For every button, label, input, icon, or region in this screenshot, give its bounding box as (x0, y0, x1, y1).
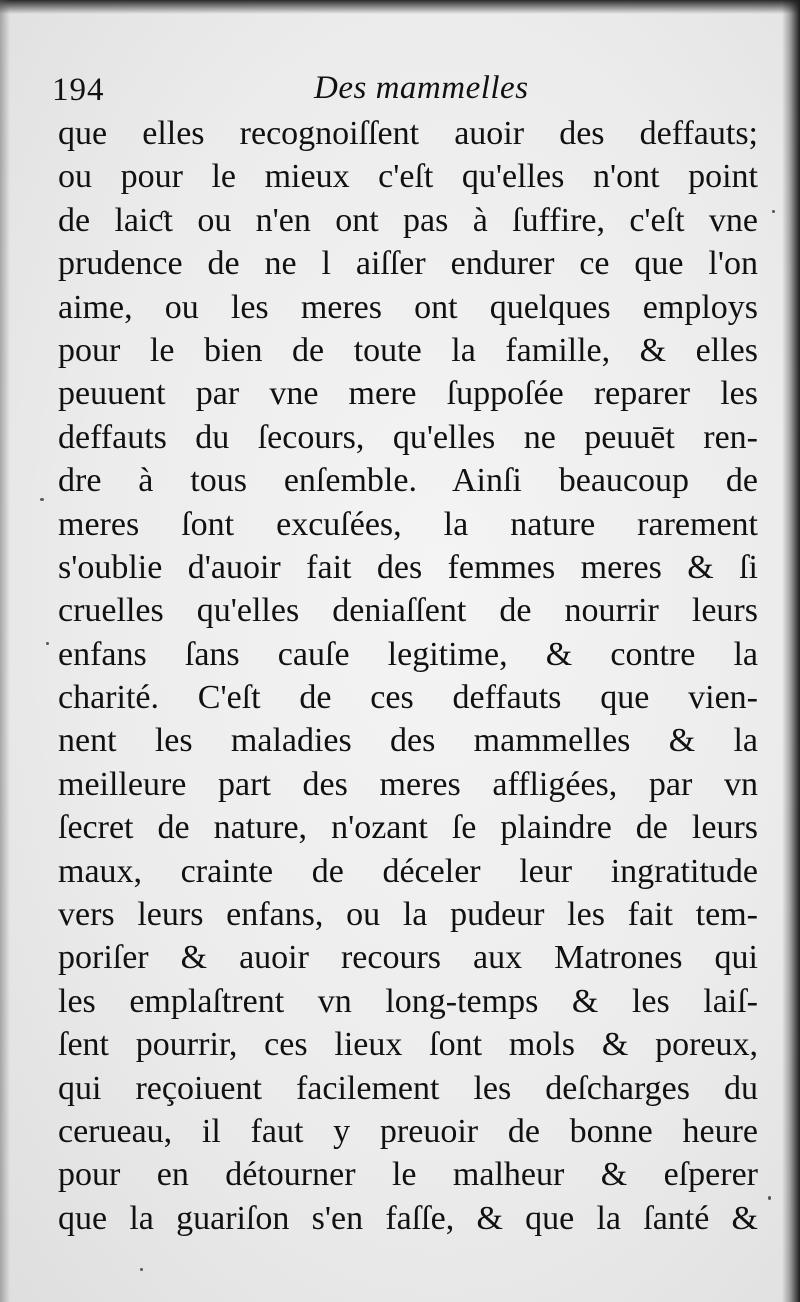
text-line: cruelles qu'elles deniaſſent de nourrir leurs (58, 592, 758, 630)
text-line: nent les maladies des mammelles & la (58, 722, 758, 760)
text-line: deffauts du ſecours, qu'elles ne peuuēt ren- (58, 418, 758, 456)
text-line: vers leurs enfans, ou la pudeur les fait tem- (58, 896, 758, 934)
running-head (52, 70, 752, 114)
text-line: les emplaſtrent vn long-temps & les laiſ- (58, 982, 758, 1020)
text-line: peuuent par vne mere ſuppoſée reparer les (58, 375, 758, 413)
running-title: Des mammelles (314, 70, 529, 106)
ink-speck (40, 498, 44, 501)
text-line: dre à tous enſemble. Ainſi beaucoup de (58, 462, 758, 500)
text-line: ou pour le mieux c'eſt qu'elles n'ont point (58, 158, 758, 196)
text-line: pour le bien de toute la famille, & elles (58, 331, 758, 369)
ink-speck (768, 1196, 771, 1200)
scan-left-edge (0, 0, 10, 1302)
scan-top-edge (0, 0, 800, 14)
text-line: cerueau, il faut y preuoir de bonne heure (58, 1112, 758, 1150)
text-line: enfans ſans cauſe legitime, & contre la (58, 635, 758, 673)
text-line: s'oublie d'auoir fait des femmes meres & ſi (58, 548, 758, 586)
body-text (58, 112, 758, 1240)
text-line: pour en détourner le malheur & eſperer (58, 1156, 758, 1194)
text-line: maux, crainte de déceler leur ingratitude (58, 852, 758, 890)
text-line: meres ſont excuſées, la nature rarement (58, 505, 758, 543)
text-line: ſent pourrir, ces lieux ſont mols & poreux, (58, 1026, 758, 1064)
text-line: aime, ou les meres ont quelques employs (58, 288, 758, 326)
page-number: 194 (52, 72, 105, 108)
ink-speck (46, 642, 49, 645)
text-line: ſecret de nature, n'ozant ſe plaindre de leurs (58, 809, 758, 847)
text-line: meilleure part des meres affligées, par vn (58, 765, 758, 803)
text-line: que la guariſon s'en faſſe, & que la ſanté & (58, 1199, 758, 1237)
text-line: qui reçoiuent facilement les deſcharges du (58, 1069, 758, 1107)
text-line: poriſer & auoir recours aux Matrones qui (58, 939, 758, 977)
text-line: prudence de ne l aiſſer endurer ce que l'on (58, 245, 758, 283)
scan-right-edge (782, 0, 800, 1302)
ink-speck (772, 210, 775, 213)
ink-speck (140, 1268, 143, 1271)
text-line: de laiƈt ou n'en ont pas à ſuffire, c'eſt vne (58, 201, 758, 239)
text-line: charité. C'eſt de ces deffauts que vien- (58, 679, 758, 717)
text-line: que elles recognoiſſent auoir des deffauts; (58, 115, 758, 152)
